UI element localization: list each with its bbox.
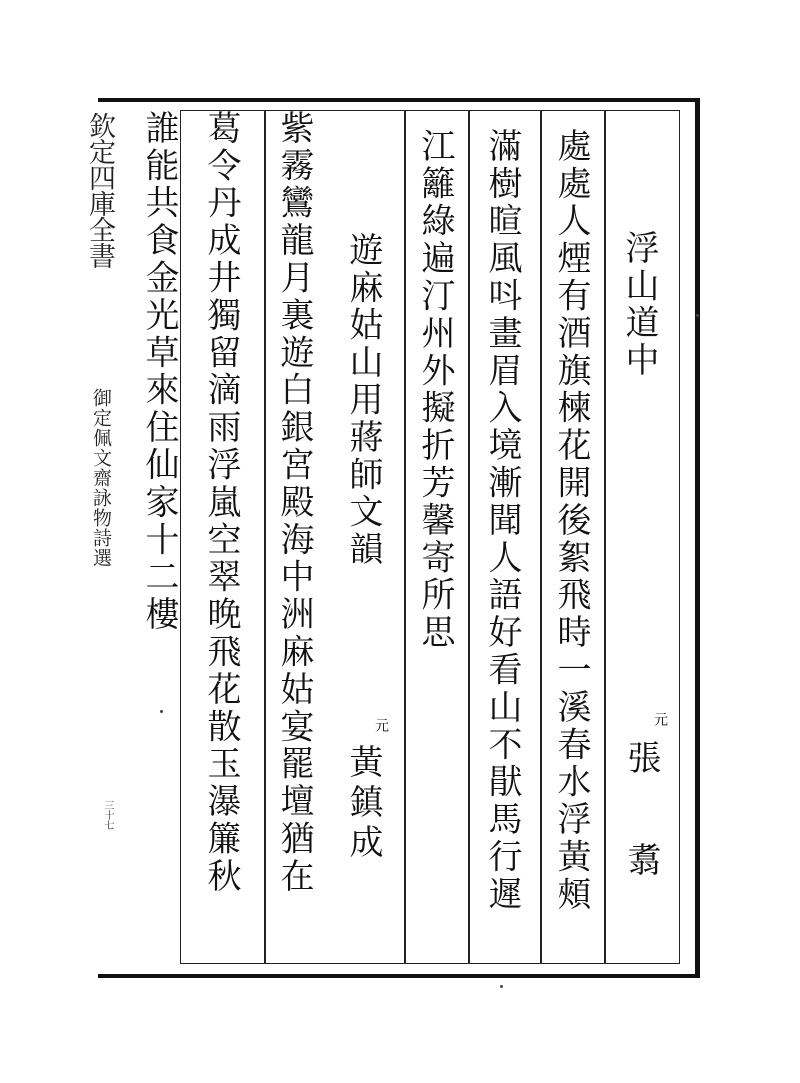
author-era: 元 <box>373 718 389 732</box>
column-rule <box>264 110 266 964</box>
author-name: 張 翥 <box>621 740 661 890</box>
poem-line: 滿樹暄風呌畫眉入境漸聞人語好看山不猒馬行遲 <box>482 128 522 914</box>
poem-line: 葛令丹成井獨留滴雨浮嵐空翠晚飛花散玉瀑簾秋 <box>201 110 241 896</box>
poem-line: 江籬綠遍汀州外擬折芳馨寄所思 <box>415 128 455 652</box>
scan-speck <box>160 710 163 713</box>
poem-line: 處處人煙有酒旗楝花開後絮飛時一溪春水浮黃頰 <box>551 128 591 914</box>
column-rule <box>604 110 606 964</box>
scan-speck <box>696 314 699 317</box>
column-rule <box>540 110 542 964</box>
author-era: 元 <box>652 712 668 726</box>
poem-title: 浮山道中 <box>619 230 659 380</box>
author-name: 黃鎮成 <box>343 744 383 864</box>
spine-header: 欽定四庫全書 <box>84 112 115 268</box>
scan-speck <box>500 985 503 988</box>
poem-line: 紫霧鸞龍月裏遊白銀宮殿海中洲麻姑宴罷壇猶在 <box>274 110 314 896</box>
spine-title: 御定佩文齋詠物詩選 <box>90 388 112 568</box>
column-rule <box>468 110 470 964</box>
column-rule <box>404 110 406 964</box>
folio-number: 三十七 <box>102 800 113 830</box>
poem-line: 誰能共食金光草來住仙家十二樓 <box>139 110 179 634</box>
poem-title: 遊麻姑山用蔣師文韻 <box>343 232 383 569</box>
